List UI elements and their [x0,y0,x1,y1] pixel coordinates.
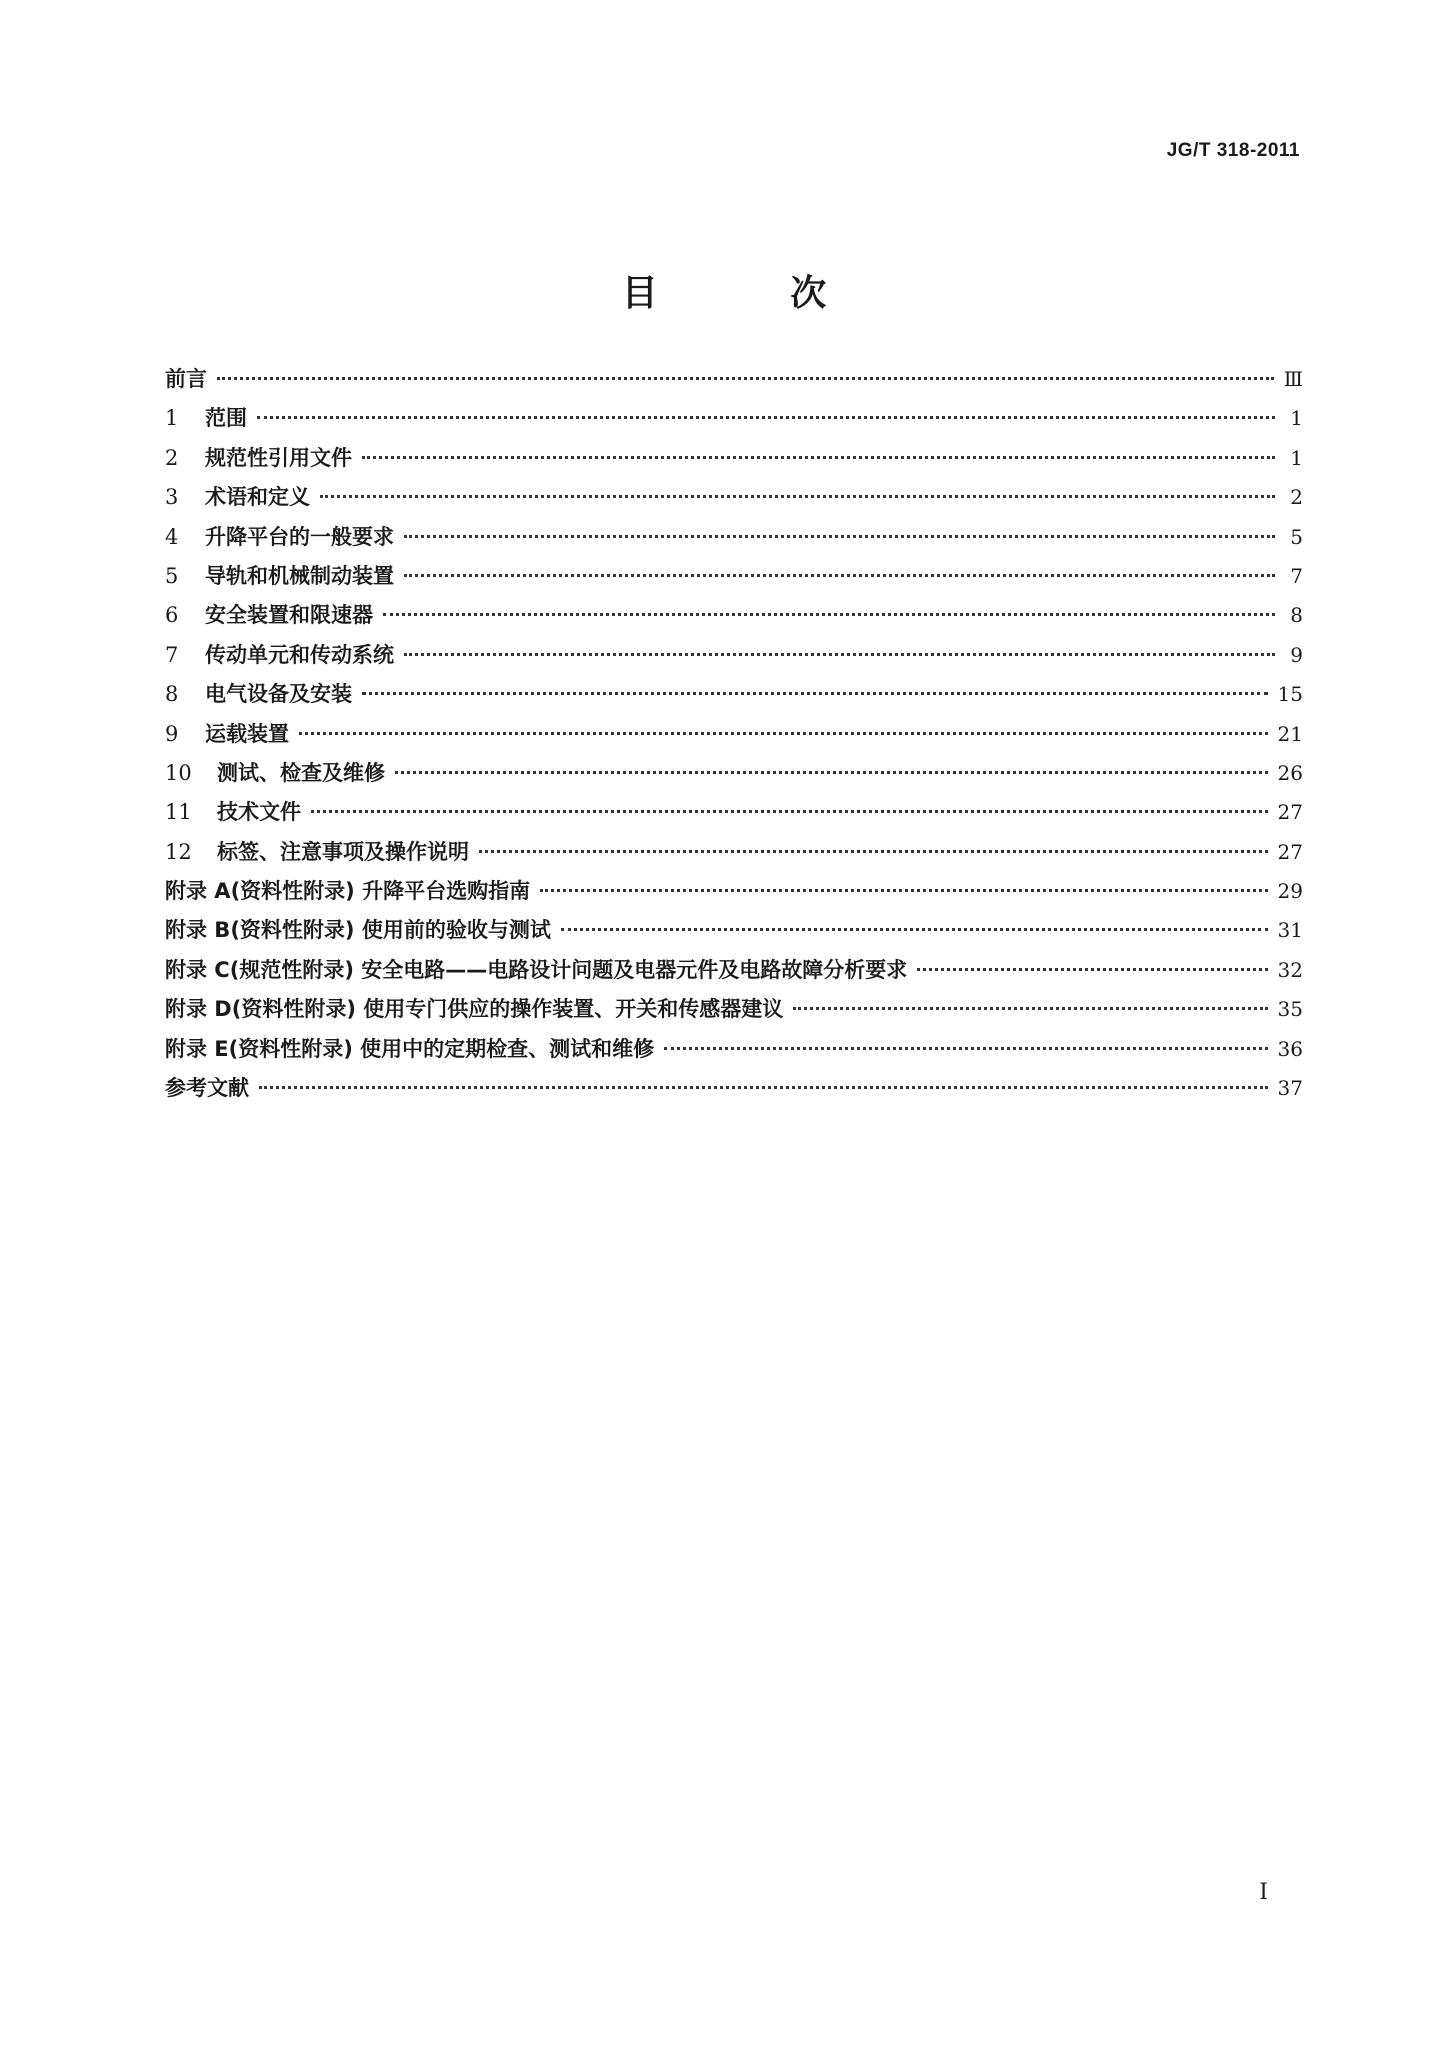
toc-entry-number: 1 [165,406,179,431]
toc-entry-page: 31 [1277,918,1303,943]
toc-dot-leader [793,1007,1267,1010]
toc-entry-11[interactable] [165,793,1303,832]
toc-dot-leader [404,653,1275,656]
toc-entry-label: 传动单元和传动系统 [205,642,394,667]
toc-entry-number: 4 [165,524,179,549]
toc-entry-label: 术语和定义 [205,485,310,510]
toc-entry-appendix-c[interactable] [165,951,1303,990]
toc-entry-appendix-a[interactable] [165,872,1303,911]
toc-entry-label: 导轨和机械制动装置 [205,563,394,588]
toc-entry-7[interactable] [165,636,1303,675]
toc-entry-6[interactable] [165,596,1303,635]
toc-entry-number: 11 [165,800,192,825]
toc-entry-number: 8 [165,682,179,707]
toc-entry-page: 15 [1277,682,1303,707]
toc-dot-leader [561,928,1268,931]
toc-entry-page: 9 [1290,642,1303,667]
toc-dot-leader [383,613,1275,616]
toc-dot-leader [404,574,1275,577]
toc-dot-leader [664,1047,1267,1050]
toc-entry-label: 技术文件 [217,800,301,825]
toc-dot-leader [395,771,1268,774]
toc-entry-label: 标签、注意事项及操作说明 [217,839,469,864]
toc-entry-appendix-b[interactable] [165,911,1303,950]
toc-entry-label: 附录 B(资料性附录) 使用前的验收与测试 [165,918,551,943]
toc-entry-label: 附录 E(资料性附录) 使用中的定期检查、测试和维修 [165,1036,655,1061]
toc-entry-page: 27 [1277,839,1303,864]
toc-dot-leader [479,850,1268,853]
toc-dot-leader [362,456,1275,459]
toc-entry-appendix-e[interactable] [165,1030,1303,1069]
toc-dot-leader [404,535,1275,538]
toc-entry-number: 9 [165,721,179,746]
toc-entry-foreword[interactable] [165,360,1303,399]
toc-entry-page: 1 [1290,406,1303,431]
toc-entry-page: 26 [1277,760,1303,785]
toc-entry-5[interactable] [165,557,1303,596]
toc-entry-label: 运载装置 [205,721,289,746]
toc-entry-page: 21 [1277,721,1303,746]
document-code: JG/T 318-2011 [1166,140,1300,161]
toc-entry-references[interactable] [165,1069,1303,1108]
toc-entry-4[interactable] [165,518,1303,557]
toc-entry-page: 2 [1290,485,1303,510]
toc-entry-page: 36 [1277,1036,1303,1061]
toc-dot-leader [917,968,1267,971]
toc-entry-10[interactable] [165,754,1303,793]
toc-entry-3[interactable] [165,478,1303,517]
toc-entry-page: 8 [1290,603,1303,628]
toc-entry-label: 范围 [205,406,247,431]
toc-dot-leader [259,1086,1268,1089]
toc-dot-leader [320,495,1275,498]
toc-dot-leader [540,889,1267,892]
table-of-contents [165,360,1303,1108]
toc-entry-label: 测试、检查及维修 [217,760,385,785]
toc-entry-page: 27 [1277,800,1303,825]
toc-entry-appendix-d[interactable] [165,990,1303,1029]
toc-entry-label: 前言 [165,367,207,391]
toc-dot-leader [362,692,1268,695]
toc-entry-page: 37 [1277,1076,1303,1101]
toc-entry-number: 2 [165,445,179,470]
toc-entry-page: 5 [1290,524,1303,549]
toc-dot-leader [299,732,1268,735]
toc-entry-label: 电气设备及安装 [205,682,352,707]
toc-entry-9[interactable] [165,715,1303,754]
toc-entry-12[interactable] [165,833,1303,872]
toc-entry-number: 10 [165,760,192,785]
page-title: 目 次 [621,273,887,314]
page-number: I [1259,1880,1268,1905]
toc-dot-leader [257,416,1275,419]
toc-entry-page: 35 [1277,997,1303,1022]
toc-entry-label: 参考文献 [165,1076,249,1101]
toc-entry-number: 7 [165,642,179,667]
toc-entry-label: 附录 D(资料性附录) 使用专门供应的操作装置、开关和传感器建议 [165,997,784,1022]
toc-entry-page: 7 [1290,563,1303,588]
toc-entry-label: 规范性引用文件 [205,445,352,470]
toc-entry-label: 升降平台的一般要求 [205,524,394,549]
toc-entry-label: 附录 A(资料性附录) 升降平台选购指南 [165,879,531,904]
toc-entry-number: 3 [165,485,179,510]
toc-entry-1[interactable] [165,399,1303,438]
toc-entry-number: 12 [165,839,192,864]
toc-entry-page: Ⅲ [1283,367,1303,391]
toc-entry-number: 6 [165,603,179,628]
toc-entry-page: 29 [1277,879,1303,904]
toc-entry-page: 32 [1277,957,1303,982]
toc-dot-leader [311,810,1268,813]
toc-dot-leader [217,377,1274,380]
toc-entry-8[interactable] [165,675,1303,714]
toc-entry-page: 1 [1290,445,1303,470]
toc-entry-label: 附录 C(规范性附录) 安全电路——电路设计问题及电器元件及电路故障分析要求 [165,957,908,982]
toc-entry-label: 安全装置和限速器 [205,603,373,628]
toc-entry-2[interactable] [165,439,1303,478]
toc-entry-number: 5 [165,563,179,588]
